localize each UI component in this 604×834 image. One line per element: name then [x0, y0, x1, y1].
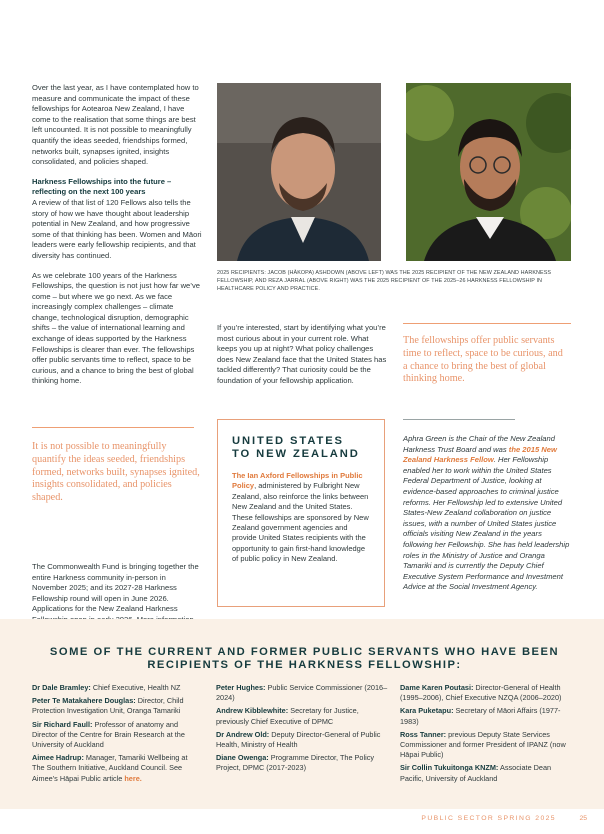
recipient: Diane Owenga: Programme Director, The Policy Project, DPMC (2017-2023) [216, 753, 375, 773]
recipient: Dr Andrew Old: Deputy Director-General of Public Health, Ministry of Health [216, 729, 381, 750]
recipient: Dr Dale Bramley: Chief Executive, Health NZ [32, 683, 181, 692]
celebrate-paragraph: As we celebrate 100 years of the Harkness Fellowships, the question is not just how far we’ve come – but where we go next. As we face increasingly complex challenges – climate change, technological disruption, demographic shifts – the value of international learning and exchange of ideas supported by the Harkness Fellowships is clearer than ever. The fellowships offer public servants time to reflect, space to be curious, and a chance to bring the best of global thinking home. [32, 270, 200, 386]
page-footer [0, 809, 604, 834]
commonwealth-paragraph: The Commonwealth Fund is bringing together the entire Harkness community in-person in November 2025; and its 2027-28 Harkness Fellowship round will open in June 2026. Applications for the New Zealand Harkness [32, 562, 200, 636]
recipient: Sir Richard Faull: Professor of anatomy and Director of the Centre for Brain Research at the University of Auckland [32, 719, 185, 750]
portrait-right-illustration [406, 83, 571, 261]
aphra-green-bio: Aphra Green is the Chair of the New Zealand Harkness Trust Board and was the 2015 New Zealand Harkness Fellow. Her Fellowship enabled her to work within the United States Federal Department of Justice, looking at evidence-based approaches to criminal justice reforms. Her Fellowship led to extensive United States-New Zealand collaboration on justice issues, with a number of United States justice officials visiting New Zealand in the years following her Fellowship. She has held leadership roles in the Ministry of Justice and Oranga Tamariki and is currently the Deputy Chief Executive System Performance and Investment Advice at the Social Investment Agency. [403, 434, 570, 592]
recipients-column-3 [400, 683, 572, 787]
review-paragraph: A review of that list of 120 Fellows also tells the story of how we have thought about leadership potential in New Zealand, and how progressive some of that thinking has been. Women and Māori leaders were early fellowship recipients, and that diversity has continued. [32, 197, 202, 260]
photo-caption: 2025 RECIPIENTS: JACOB (HĀKOPA) ASHDOWN (ABOVE LEFT) WAS THE 2025 RECIPIENT OF THE NEW ZEALAND HARKNESS FELLOWSHIP, AND REZA JARRAL (ABOVE RIGHT) WAS THE 2025 RECIPIENT OF THE 2025–26 HARKNESS FELLOWSHIP IN HEALTHCARE POLICY AND PRACTICE. [217, 270, 552, 292]
recipients-heading: SOME OF THE CURRENT AND FORMER PUBLIC SERVANTS WHO HAVE BEEN RECIPIENTS OF THE HARKNESS FELLOWSHIP: [49, 646, 560, 672]
intro-paragraph: Over the last year, as I have contemplated how to measure and communicate the impact of these fellowships for Aotearoa New Zealand, I have come to the realisation that some things are best left uncounted. It is not possible to meaningfully quantify the ideas seeded, friendships formed, networks built, synapses ignited, insights consolidated, and policies shaped. [32, 83, 199, 167]
aimee-article-link[interactable]: here. [124, 773, 142, 783]
recipients-section [0, 619, 604, 809]
publication-title: PUBLIC SECTOR SPRING 2025 [421, 815, 556, 822]
recipient: Ross Tanner: previous Deputy State Services Commissioner and former President of IPANZ (now Hāpai Public) [400, 729, 566, 760]
left-column [32, 83, 202, 396]
recipient: Peter Hughes: Public Service Commissioner (2016–2024) [216, 683, 388, 703]
recipient: Peter Te Matakahere Douglas: Director, Child Protection Investigation Unit, Oranga Tamariki [32, 696, 184, 716]
recipients-column-1 [32, 683, 200, 787]
page-number: 25 [579, 815, 587, 822]
left-pull-quote-rule [32, 427, 194, 428]
aphra-fellow-link[interactable]: the 2015 New Zealand Harkness Fellow [403, 444, 557, 465]
portrait-left-illustration [217, 83, 381, 261]
recipient: Sir Collin Tukuitonga KNZM: Associate Dean Pacific, University of Auckland [400, 763, 552, 783]
recipient: Dame Karen Poutasi: Director-General of Health (1995–2006), Chief Executive NZQA (2006–2020) [400, 683, 562, 703]
us-box-heading: UNITED STATES TO NEW ZEALAND [232, 435, 360, 460]
ian-axford-link[interactable]: The Ian Axford Fellowships in Public Policy [232, 471, 363, 491]
recipient: Aimee Hadrup: Manager, Tamariki Wellbeing at The Southern Initiative, Auckland Council. See Aimee’s Hāpai Public article here. [32, 753, 188, 783]
us-box-body: The Ian Axford Fellowships in Public Policy, administered by Fulbright New Zealand, also reinforce the links between New Zealand and the United States. These fellowships are sponsored by New Zealand government agencies and provide United States recipients with the opportunity to gain first-hand knowledge of public policy in New Zealand. [232, 471, 369, 564]
right-pull-quote: The fellowships offer public servants time to reflect, space to be curious, and a chance to bring the best of global thinking home. [403, 335, 563, 385]
photo-jacob-ashdown [217, 83, 381, 261]
curiosity-paragraph: If you’re interested, start by identifying what you’re most curious about in your current role. What keeps you up at night? What policy challenges does New Zealand face that the United States has tackled differently? That curiosity could be the foundation of your fellowship application. [217, 323, 387, 385]
recipients-column-2 [216, 683, 388, 777]
us-to-nz-box [217, 419, 385, 607]
left-pull-quote: It is not possible to meaningfully quantify the ideas seeded, friendships formed, networks built, synapses ignited, insights consolidated, and policies shaped. [32, 441, 200, 504]
recipient: Andrew Kibblewhite: Secretary for Justice, previously Chief Executive of DPMC [216, 706, 359, 726]
future-subheading: Harkness Fellowships into the future – reflecting on the next 100 years [32, 176, 172, 197]
right-pull-quote-rule [403, 323, 571, 324]
recipient: Kara Puketapu: Secretary of Māori Affairs (1977-1983) [400, 706, 561, 726]
photo-reza-jarral [406, 83, 571, 261]
bio-rule [403, 419, 515, 420]
